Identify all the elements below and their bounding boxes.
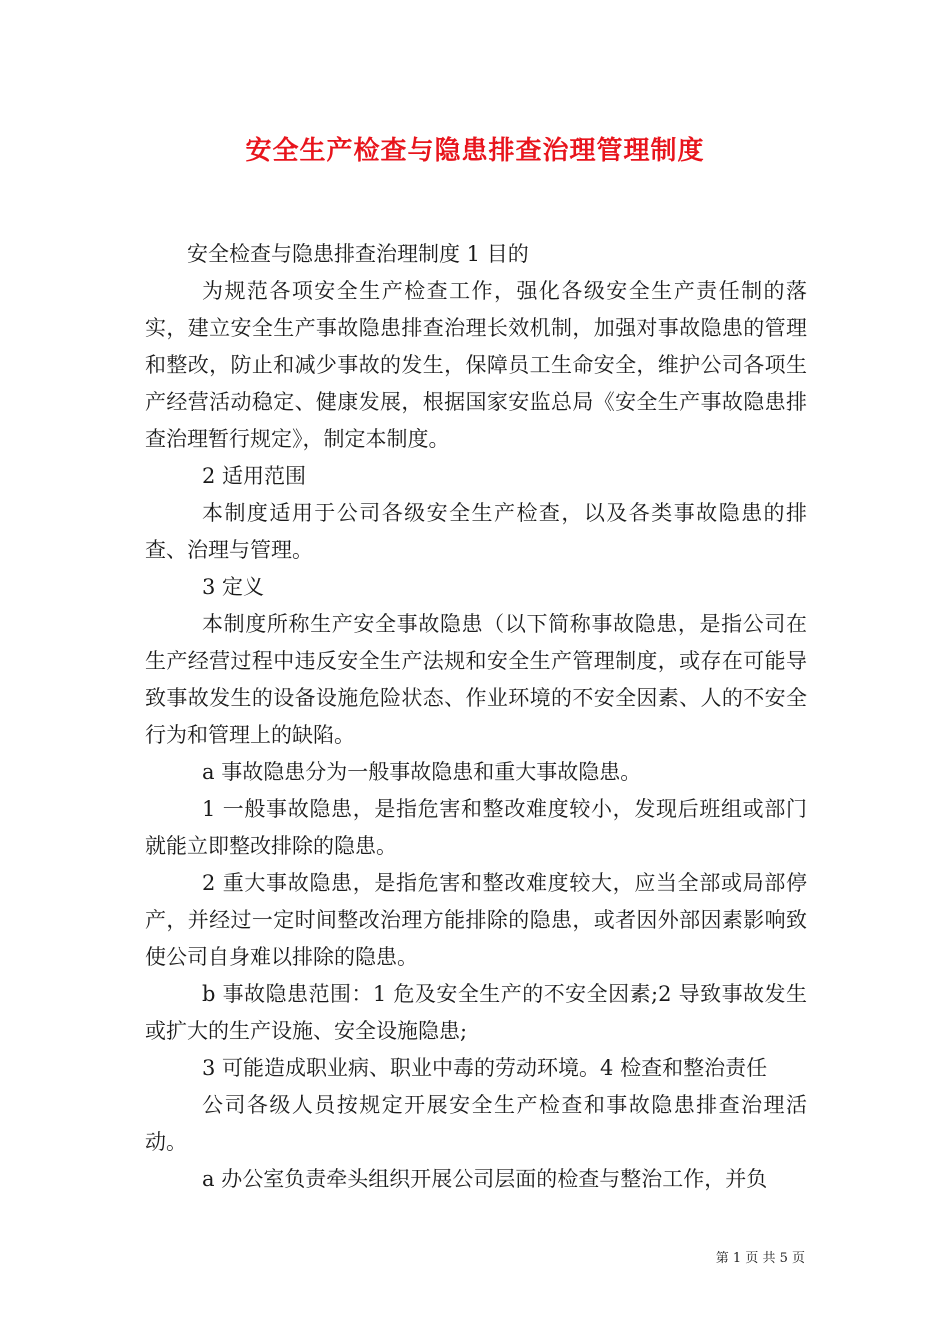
- paragraph: 2 重大事故隐患，是指危害和整改难度较大，应当全部或局部停产，并经过一定时间整改治理方能排除的隐患，或者因外部因素影响致使公司自身难以排除的隐患。: [145, 871, 807, 969]
- page-number: 第 1 页 共 5 页: [715, 1251, 805, 1266]
- paragraph-heading-purpose: 安全检查与隐患排查治理制度 1 目的: [187, 242, 529, 266]
- document-title: 安全生产检查与隐患排查治理管理制度: [245, 136, 705, 166]
- paragraph: 为规范各项安全生产检查工作，强化各级安全生产责任制的落实，建立安全生产事故隐患排查治理长效机制，加强对事故隐患的管理和整改，防止和减少事故的发生，保障员工生命安全，维护公司各项生产经营活动稳定、健康发展，根据国家安监总局《安全生产事故隐患排查治理暂行规定》，制定本制度。: [145, 279, 807, 451]
- paragraph: 本制度所称生产安全事故隐患（以下简称事故隐患，是指公司在生产经营过程中违反安全生产法规和安全生产管理制度，或存在可能导致事故发生的设备设施危险状态、作业环境的不安全因素、人的不安全行为和管理上的缺陷。: [145, 612, 807, 747]
- paragraph: a 办公室负责牵头组织开展公司层面的检查与整治工作，并负: [202, 1167, 768, 1191]
- document-body: [145, 236, 807, 1198]
- paragraph: 3 可能造成职业病、职业中毒的劳动环境。4 检查和整治责任: [202, 1056, 768, 1080]
- paragraph: a 事故隐患分为一般事故隐患和重大事故隐患。: [202, 760, 642, 784]
- paragraph: 1 一般事故隐患，是指危害和整改难度较小，发现后班组或部门就能立即整改排除的隐患。: [145, 797, 807, 858]
- paragraph: 本制度适用于公司各级安全生产检查，以及各类事故隐患的排查、治理与管理。: [145, 501, 807, 562]
- paragraph-heading-definition: 3 定义: [202, 575, 265, 599]
- paragraph: b 事故隐患范围：1 危及安全生产的不安全因素;2 导致事故发生或扩大的生产设施、安全设施隐患;: [145, 982, 807, 1043]
- paragraph-heading-scope: 2 适用范围: [202, 464, 307, 488]
- paragraph: 公司各级人员按规定开展安全生产检查和事故隐患排查治理活动。: [145, 1093, 807, 1154]
